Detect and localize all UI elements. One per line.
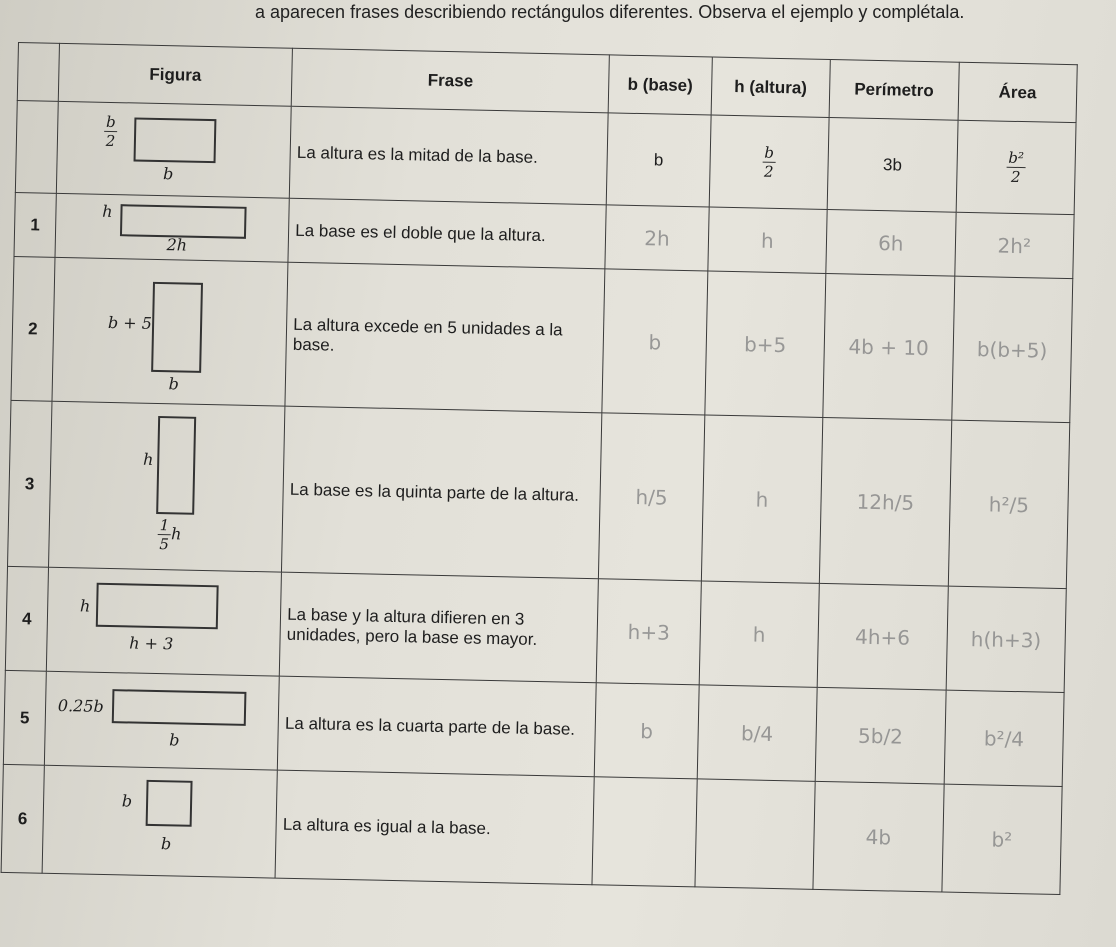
rectangle-figure [145, 779, 192, 826]
figure-cell [42, 765, 278, 878]
base-cell: b [602, 269, 708, 415]
rectangles-table [1, 42, 1078, 895]
frase-cell: La base y la altura difieren en 3 unidades, pero la base es mayor. [279, 572, 598, 683]
table-row [8, 400, 1070, 588]
instruction-text: a aparecen frases describiendo rectángulos diferentes. Observa el ejemplo y complétala. [255, 2, 965, 22]
figure-cell [55, 193, 290, 262]
area-cell: b² [942, 784, 1063, 894]
altura-cell: h [699, 581, 819, 687]
base-cell: 2h [605, 205, 709, 271]
base-cell: b [594, 683, 698, 779]
rectangle-figure [96, 582, 219, 629]
frase-cell: La base es el doble que la altura. [288, 198, 606, 269]
row-number: 2 [11, 256, 55, 401]
perimetro-cell: 5b/2 [815, 687, 946, 784]
perimetro-cell: 4b + 10 [823, 273, 955, 420]
area-cell: b(b+5) [951, 276, 1072, 422]
altura-cell [709, 115, 829, 209]
figure-height-label: h [102, 201, 113, 221]
altura-cell [695, 779, 815, 889]
area-cell: b²/4 [944, 690, 1064, 786]
row-number: 6 [1, 764, 44, 873]
row-number: 4 [5, 566, 48, 671]
table-row [11, 256, 1073, 422]
perimetro-cell: 12h/5 [819, 417, 951, 586]
perimetro-cell: 4h+6 [817, 583, 948, 690]
altura-fraction: $\frac{b}{2}$ [763, 143, 775, 181]
figure-base-label: b [168, 373, 180, 393]
row-number: 3 [8, 400, 52, 567]
figure-base-label: b [169, 729, 180, 750]
perimetro-cell: 4b [813, 781, 944, 892]
rectangle-figure [151, 281, 203, 372]
base-cell: b [606, 113, 710, 207]
perimetro-cell: 6h [826, 209, 956, 276]
frase-cell: La altura es la mitad de la base. [289, 106, 608, 205]
area-cell: h²/5 [948, 420, 1070, 588]
base-cell: h/5 [599, 413, 705, 581]
base-header: b (base) [608, 55, 712, 115]
perimetro-header: Perímetro [829, 60, 959, 121]
altura-cell: h [708, 207, 828, 273]
area-header: Área [958, 62, 1078, 122]
base-cell: h+3 [596, 579, 701, 685]
altura-header: h (altura) [711, 57, 830, 117]
figure-cell [48, 401, 285, 572]
frase-cell: La altura es la cuarta parte de la base. [277, 676, 596, 777]
altura-cell: b/4 [697, 685, 817, 781]
frase-header: Frase [291, 48, 609, 113]
figure-cell [52, 257, 288, 406]
rectangle-figure [156, 416, 196, 515]
row-number: 5 [3, 670, 46, 765]
row-number: 1 [14, 192, 56, 257]
area-cell: 2h² [954, 212, 1074, 278]
figure-height-fraction: $\frac{b}{2}$ [105, 112, 116, 150]
figure-cell [56, 101, 291, 198]
frase-cell: La altura es igual a la base. [275, 770, 594, 885]
figure-height-label: h [79, 595, 91, 616]
figure-height-label: b [121, 790, 133, 811]
base-cell [592, 777, 697, 887]
row-number [15, 100, 58, 193]
perimetro-cell: 3b [827, 118, 958, 213]
figure-base-label: h + 3 [129, 632, 174, 653]
frase-cell: La altura excede en 5 unidades a la base. [285, 262, 605, 413]
figure-height-label: 0.25b [57, 695, 104, 716]
figure-base-label: b [162, 163, 174, 183]
figure-height-label: b + 5 [107, 312, 153, 333]
frase-cell: La base es la quinta parte de la altura. [282, 406, 602, 579]
table-row [1, 764, 1062, 894]
rectangle-figure [112, 689, 247, 726]
figura-header: Figura [58, 43, 293, 106]
area-fraction: $\frac{\text{b²}}{2}$ [1006, 149, 1026, 186]
figure-base-fraction: $\frac{1}{5}$ [159, 515, 170, 553]
altura-cell: b+5 [705, 271, 826, 417]
figure-height-label: h [142, 449, 154, 469]
figure-base-label: $\frac{1}{5}$ h [159, 515, 182, 553]
num-header [17, 43, 59, 102]
figure-base-label: 2h [166, 234, 188, 255]
area-cell: h(h+3) [946, 586, 1066, 692]
figure-cell [44, 671, 279, 770]
figure-cell [46, 567, 281, 676]
rectangle-figure [133, 117, 216, 163]
altura-cell: h [701, 415, 823, 583]
rectangle-figure [120, 204, 247, 239]
area-cell [956, 120, 1076, 214]
figure-base-label: b [160, 833, 172, 853]
